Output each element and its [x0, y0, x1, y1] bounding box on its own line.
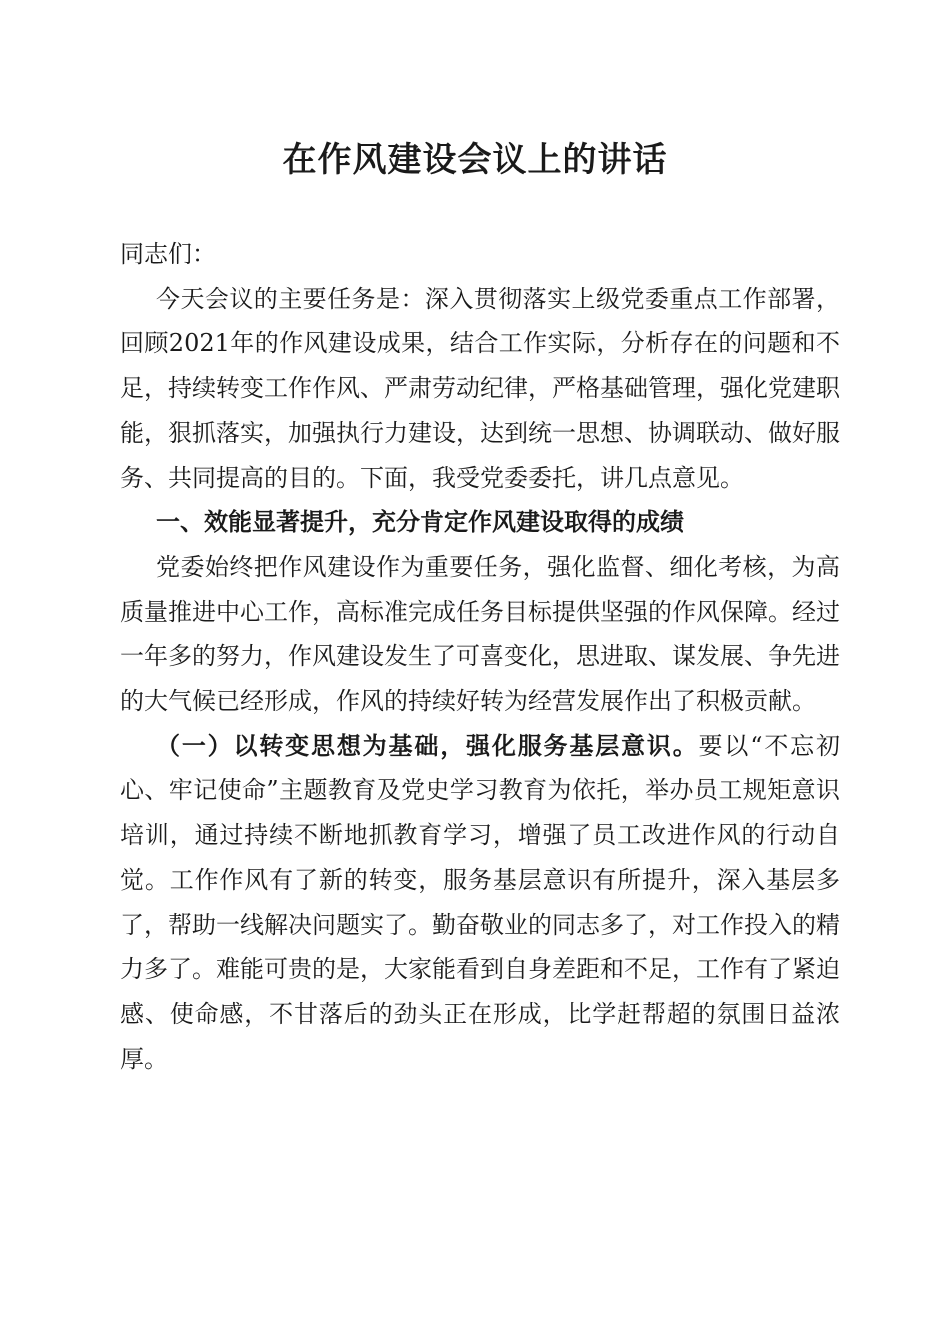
- section-heading-1: 一、效能显著提升，充分肯定作风建设取得的成绩: [156, 508, 684, 537]
- section-1-paragraph: 党委始终把作风建设作为重要任务，强化监督、细化考核，为高质量推进中心工作，高标准完成任务目标提供坚强的作风保障。经过一年多的努力，作风建设发生了可喜变化，思进取、谋发展、争先进的大气候已经形成，作风的持续好转为经营发展作出了积极贡献。: [120, 552, 840, 716]
- salutation: 同志们：: [120, 240, 216, 268]
- document-title: 在作风建设会议上的讲话: [282, 140, 668, 180]
- subsection-1-lead: （一）以转变思想为基础，强化服务基层意识。: [156, 731, 699, 760]
- subsection-1-paragraph: [120, 724, 840, 1082]
- intro-paragraph: 今天会议的主要任务是：深入贯彻落实上级党委重点工作部署，回顾2021年的作风建设成果，结合工作实际，分析存在的问题和不足，持续转变工作作风、严肃劳动纪律，严格基础管理，强化党建职能，狠抓落实，加强执行力建设，达到统一思想、协调联动、做好服务、共同提高的目的。下面，我受党委委托，讲几点意见。: [120, 284, 840, 492]
- document-body: [120, 232, 840, 1081]
- subsection-1-text: 要以“不忘初心、牢记使命”主题教育及党史学习教育为依托，举办员工规矩意识培训，通过持续不断地抓教育学习，增强了员工改进作风的行动自觉。工作作风有了新的转变，服务基层意识有所提升，深入基层多了，帮助一线解决问题实了。勤奋敬业的同志多了，对工作投入的精力多了。难能可贵的是，大家能看到自身差距和不足，工作有了紧迫感、使命感，不甘落后的劲头正在形成，比学赶帮超的氛围日益浓厚。: [120, 731, 840, 1073]
